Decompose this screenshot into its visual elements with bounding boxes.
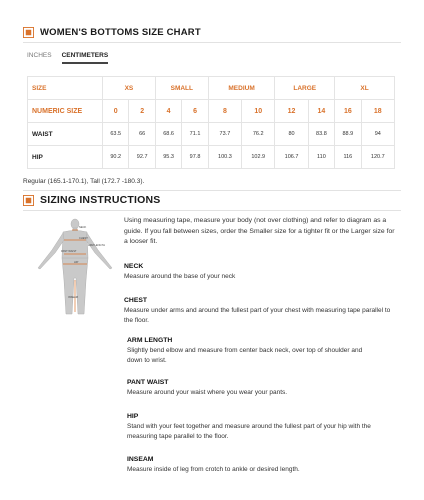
instruction-arm-length bbox=[127, 336, 377, 366]
numeric-size-cell: 10 bbox=[242, 100, 275, 123]
hip-cell: 120.7 bbox=[361, 146, 394, 169]
unit-tabs bbox=[27, 52, 108, 64]
instruction-inseam bbox=[127, 455, 383, 475]
hip-cell: 106.7 bbox=[275, 146, 308, 169]
size-label: SIZE bbox=[28, 77, 103, 100]
tab-inches[interactable]: INCHES bbox=[27, 52, 52, 59]
numeric-size-cell: 6 bbox=[182, 100, 208, 123]
numeric-size-row bbox=[28, 100, 395, 123]
ruler-icon bbox=[23, 195, 34, 206]
numeric-size-cell: 4 bbox=[155, 100, 181, 123]
size-small: SMALL bbox=[155, 77, 208, 100]
instruction-title: ARM LENGTH bbox=[127, 337, 173, 344]
hip-cell: 90.2 bbox=[103, 146, 129, 169]
instruction-title: PANT WAIST bbox=[127, 379, 169, 386]
figure-label-chest: CHEST bbox=[79, 237, 88, 240]
instruction-neck bbox=[124, 262, 400, 282]
waist-cell: 88.9 bbox=[335, 123, 361, 146]
waist-cell: 66 bbox=[129, 123, 155, 146]
waist-cell: 94 bbox=[361, 123, 394, 146]
figure-label-arm-length: ARM LENGTH bbox=[88, 244, 106, 247]
figure-label-pant-waist: PANT WAIST bbox=[61, 250, 77, 253]
tab-centimeters[interactable]: CENTIMETERS bbox=[62, 52, 109, 64]
instruction-text: Measure around your waist where you wear your pants. bbox=[127, 389, 288, 396]
figure-label-inseam: INSEAM bbox=[68, 296, 78, 299]
hip-cell: 100.3 bbox=[208, 146, 241, 169]
page-title: WOMEN'S BOTTOMS SIZE CHART bbox=[40, 27, 201, 38]
ruler-icon bbox=[23, 27, 34, 38]
size-large: LARGE bbox=[275, 77, 335, 100]
instruction-text: Measure around the base of your neck bbox=[124, 273, 236, 280]
waist-cell: 68.6 bbox=[155, 123, 181, 146]
body-measurement-figure bbox=[30, 218, 120, 318]
hip-cell: 95.3 bbox=[155, 146, 181, 169]
hip-cell: 102.9 bbox=[242, 146, 275, 169]
waist-cell: 63.5 bbox=[103, 123, 129, 146]
waist-row bbox=[28, 123, 395, 146]
divider bbox=[23, 190, 401, 191]
numeric-size-cell: 18 bbox=[361, 100, 394, 123]
numeric-size-cell: 0 bbox=[103, 100, 129, 123]
waist-cell: 83.8 bbox=[308, 123, 334, 146]
waist-cell: 73.7 bbox=[208, 123, 241, 146]
instruction-title: CHEST bbox=[124, 297, 148, 304]
instruction-text: Measure under arms and around the fullest part of your chest with measuring tape parallel to the floor. bbox=[124, 307, 391, 324]
instruction-text: Slightly bend elbow and measure from center back neck, over top of shoulder and down to wrist. bbox=[127, 347, 363, 364]
size-medium: MEDIUM bbox=[208, 77, 275, 100]
hip-row bbox=[28, 146, 395, 169]
length-note: Regular (165.1-170.1), Tall (172.7 -180.3). bbox=[23, 178, 145, 185]
size-row bbox=[28, 77, 395, 100]
instruction-hip bbox=[127, 412, 383, 442]
instruction-title: HIP bbox=[127, 413, 139, 420]
instructions-intro: Using measuring tape, measure your body (not over clothing) and refer to diagram as a guide. If you fall between sizes, order the Smaller size for a tighter fit or the Larger size for a looser fit. bbox=[124, 217, 395, 245]
size-chart-header bbox=[23, 27, 201, 38]
numeric-size-cell: 8 bbox=[208, 100, 241, 123]
waist-label: WAIST bbox=[28, 123, 103, 146]
instruction-chest bbox=[124, 296, 400, 326]
hip-label: HIP bbox=[28, 146, 103, 169]
instruction-pant-waist bbox=[127, 378, 377, 398]
waist-cell: 76.2 bbox=[242, 123, 275, 146]
numeric-size-cell: 12 bbox=[275, 100, 308, 123]
divider bbox=[23, 210, 401, 211]
hip-cell: 110 bbox=[308, 146, 334, 169]
hip-cell: 97.8 bbox=[182, 146, 208, 169]
size-xs: XS bbox=[103, 77, 156, 100]
size-xl: XL bbox=[335, 77, 395, 100]
instruction-text: Stand with your feet together and measure around the fullest part of your hip with the measuring tape parallel to the floor. bbox=[127, 423, 371, 440]
figure-label-hip: HIP bbox=[74, 261, 79, 264]
instructions-title: SIZING INSTRUCTIONS bbox=[40, 194, 161, 206]
hip-cell: 92.7 bbox=[129, 146, 155, 169]
figure-label-neck: NECK bbox=[79, 226, 87, 229]
size-table bbox=[27, 76, 395, 169]
hip-cell: 116 bbox=[335, 146, 361, 169]
instruction-title: INSEAM bbox=[127, 456, 154, 463]
waist-cell: 80 bbox=[275, 123, 308, 146]
waist-cell: 71.1 bbox=[182, 123, 208, 146]
divider bbox=[23, 42, 401, 43]
numeric-size-cell: 14 bbox=[308, 100, 334, 123]
instructions-header bbox=[23, 194, 160, 206]
numeric-size-cell: 2 bbox=[129, 100, 155, 123]
numeric-size-label: NUMERIC SIZE bbox=[28, 100, 103, 123]
instruction-title: NECK bbox=[124, 263, 144, 270]
instruction-text: Measure inside of leg from crotch to ankle or desired length. bbox=[127, 466, 300, 473]
numeric-size-cell: 16 bbox=[335, 100, 361, 123]
